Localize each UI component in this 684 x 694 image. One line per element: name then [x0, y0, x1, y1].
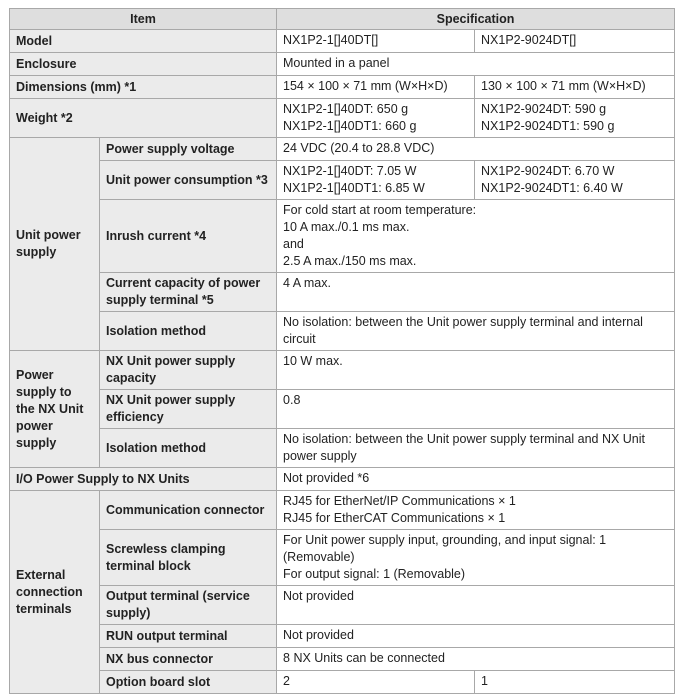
row-label-enclosure: Enclosure [10, 53, 277, 76]
table-row [10, 138, 675, 161]
table-row [10, 586, 675, 625]
consumption-value-b [475, 161, 675, 200]
screwless-line-1: For Unit power supply input, grounding, and input signal: 1 (Removable) [283, 533, 607, 564]
row-label-communication-connector: Communication connector [100, 491, 277, 530]
inrush-line-3: and [283, 237, 304, 251]
consumption-b-line-1: NX1P2-9024DT: 6.70 W [481, 164, 615, 178]
row-label-dimensions: Dimensions (mm) *1 [10, 76, 277, 99]
row-label-nx-power-capacity: NX Unit power supply capacity [100, 351, 277, 390]
inrush-line-4: 2.5 A max./150 ms max. [283, 254, 417, 268]
row-label-unit-power-consumption: Unit power consumption *3 [100, 161, 277, 200]
table-row [10, 625, 675, 648]
weight-a-line-2: NX1P2-1[]40DT1: 660 g [283, 119, 417, 133]
consumption-a-line-1: NX1P2-1[]40DT: 7.05 W [283, 164, 417, 178]
isolation-method-value: No isolation: between the Unit power supply terminal and internal circuit [277, 312, 675, 351]
row-label-current-capacity: Current capacity of power supply terminal *5 [100, 273, 277, 312]
table-row [10, 530, 675, 586]
header-specification: Specification [277, 9, 675, 30]
model-value-b: NX1P2-9024DT[] [475, 30, 675, 53]
screwless-terminal-value [277, 530, 675, 586]
table-row [10, 351, 675, 390]
row-label-screwless-terminal: Screwless clamping terminal block [100, 530, 277, 586]
table-row [10, 273, 675, 312]
table-row [10, 429, 675, 468]
nx-power-efficiency-value: 0.8 [277, 390, 675, 429]
communication-connector-value [277, 491, 675, 530]
table-row [10, 648, 675, 671]
inrush-line-2: 10 A max./0.1 ms max. [283, 220, 410, 234]
weight-value-b [475, 99, 675, 138]
comm-line-2: RJ45 for EtherCAT Communications × 1 [283, 511, 506, 525]
table-row [10, 468, 675, 491]
table-row [10, 76, 675, 99]
row-label-model: Model [10, 30, 277, 53]
consumption-a-line-2: NX1P2-1[]40DT1: 6.85 W [283, 181, 425, 195]
weight-a-line-1: NX1P2-1[]40DT: 650 g [283, 102, 409, 116]
row-label-nx-power-efficiency: NX Unit power supply efficiency [100, 390, 277, 429]
nx-isolation-method-value: No isolation: between the Unit power supply terminal and NX Unit power supply [277, 429, 675, 468]
table-row [10, 491, 675, 530]
table-row [10, 161, 675, 200]
dimensions-value-a: 154 × 100 × 71 mm (W×H×D) [277, 76, 475, 99]
io-power-value: Not provided *6 [277, 468, 675, 491]
run-output-value: Not provided [277, 625, 675, 648]
row-label-option-board-slot: Option board slot [100, 671, 277, 694]
specification-table [9, 8, 675, 694]
row-label-power-supply-voltage: Power supply voltage [100, 138, 277, 161]
table-row [10, 312, 675, 351]
screwless-line-2: For output signal: 1 (Removable) [283, 567, 466, 581]
table-row [10, 671, 675, 694]
dimensions-value-b: 130 × 100 × 71 mm (W×H×D) [475, 76, 675, 99]
table-row [10, 99, 675, 138]
row-label-run-output: RUN output terminal [100, 625, 277, 648]
row-label-isolation-method: Isolation method [100, 312, 277, 351]
consumption-b-line-2: NX1P2-9024DT1: 6.40 W [481, 181, 623, 195]
row-label-weight: Weight *2 [10, 99, 277, 138]
comm-line-1: RJ45 for EtherNet/IP Communications × 1 [283, 494, 516, 508]
option-board-slot-value-b: 1 [475, 671, 675, 694]
inrush-line-1: For cold start at room temperature: [283, 203, 477, 217]
current-capacity-value: 4 A max. [277, 273, 675, 312]
group-label-unit-power-supply: Unit power supply [10, 138, 100, 351]
group-label-nx-unit-power: Power supply to the NX Unit power supply [10, 351, 100, 468]
power-supply-voltage-value: 24 VDC (20.4 to 28.8 VDC) [277, 138, 675, 161]
header-item: Item [10, 9, 277, 30]
enclosure-value: Mounted in a panel [277, 53, 675, 76]
nx-power-capacity-value: 10 W max. [277, 351, 675, 390]
inrush-current-value [277, 200, 675, 273]
spec-table-container [9, 8, 675, 694]
row-label-nx-bus-connector: NX bus connector [100, 648, 277, 671]
consumption-value-a [277, 161, 475, 200]
row-label-nx-isolation-method: Isolation method [100, 429, 277, 468]
row-label-io-power: I/O Power Supply to NX Units [10, 468, 277, 491]
weight-b-line-2: NX1P2-9024DT1: 590 g [481, 119, 615, 133]
weight-b-line-1: NX1P2-9024DT: 590 g [481, 102, 607, 116]
output-terminal-value: Not provided [277, 586, 675, 625]
row-label-output-terminal: Output terminal (service supply) [100, 586, 277, 625]
table-row [10, 30, 675, 53]
option-board-slot-value-a: 2 [277, 671, 475, 694]
row-label-inrush-current: Inrush current *4 [100, 200, 277, 273]
table-row [10, 200, 675, 273]
table-row [10, 53, 675, 76]
model-value-a: NX1P2-1[]40DT[] [277, 30, 475, 53]
table-row [10, 390, 675, 429]
table-header-row [10, 9, 675, 30]
nx-bus-connector-value: 8 NX Units can be connected [277, 648, 675, 671]
weight-value-a [277, 99, 475, 138]
group-label-external-terminals: External connection terminals [10, 491, 100, 694]
